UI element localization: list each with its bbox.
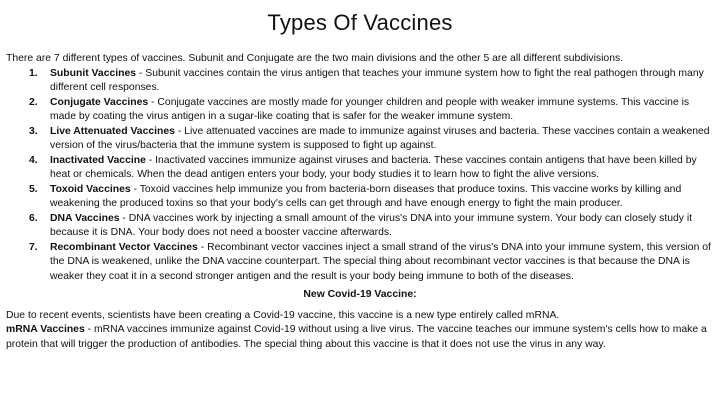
list-item — [6, 183, 714, 212]
page-title: Types Of Vaccines — [267, 10, 453, 35]
list-item-number: 7. — [29, 241, 38, 253]
list-item — [6, 67, 714, 96]
mrna-paragraph — [6, 323, 714, 352]
list-item-name: Live Attenuated Vaccines — [50, 125, 175, 137]
list-item-name: DNA Vaccines — [50, 212, 120, 224]
list-item-number: 3. — [29, 125, 38, 137]
list-item-number: 2. — [29, 96, 38, 108]
list-item-number: 6. — [29, 212, 38, 224]
list-item-text: - Toxoid vaccines help immunize you from bacteria-born diseases that produce toxins. This vaccine works by killing and weakening the produced toxins so that your body's cells can get through and have enough energy to fight the main producer. — [50, 183, 682, 209]
vaccine-types-list — [6, 67, 714, 285]
list-item-text: - Conjugate vaccines are mostly made for younger children and people with weaker immune systems. This vaccine is made by coating the virus antigen in a sugar-like coating that is safer for the weaker immune system. — [50, 96, 690, 122]
list-item-name: Subunit Vaccines — [50, 67, 137, 79]
list-item-text: - Subunit vaccines contain the virus antigen that teaches your immune system how to fight the real pathogen through many different cell responses. — [50, 67, 704, 93]
covid-intro-paragraph: Due to recent events, scientists have been creating a Covid-19 vaccine, this vaccine is a new type entirely called mRNA. — [6, 309, 560, 321]
list-item — [6, 154, 714, 183]
covid-section-heading: New Covid-19 Vaccine: — [303, 289, 417, 300]
list-item-text: - Inactivated vaccines immunize against viruses and bacteria. These vaccines contain antigens that have been killed by heat or chemicals. When the dead antigen enters your body, your body studies it to learn how to fight the alive versions. — [50, 154, 697, 180]
list-item-name: Recombinant Vector Vaccines — [50, 241, 198, 253]
list-item — [6, 212, 714, 241]
list-item-name: Toxoid Vaccines — [50, 183, 131, 195]
list-item — [6, 241, 714, 285]
list-item-text: - DNA vaccines work by injecting a small amount of the virus's DNA into your immune system. Your body can closely study it because it is DNA. Your body does not need a booster vaccine afterwards. — [50, 212, 693, 238]
list-item-number: 5. — [29, 183, 38, 195]
intro-paragraph: There are 7 different types of vaccines. Subunit and Conjugate are the two main divisions and the other 5 are all different subdivisions. — [6, 53, 624, 64]
list-item — [6, 96, 714, 125]
list-item-name: Inactivated Vaccine — [50, 154, 146, 166]
list-item-text: - Live attenuated vaccines are made to immunize against viruses and bacteria. These vaccines contain a weakened version of the virus/bacteria that the immune system is supposed to fight up against. — [50, 125, 710, 151]
mrna-name: mRNA Vaccines — [6, 324, 85, 335]
list-item-text: - Recombinant vector vaccines inject a small strand of the virus's DNA into your immune system, this version of the DNA is weakened, unlike the DNA vaccine counterpart. The special thing about recombinant vector vaccines is that because the DNA is weaker they coat it in a second stronger antigen and the result is your body being immune to both of the diseases. — [50, 241, 711, 282]
list-item-number: 1. — [29, 67, 38, 79]
list-item-name: Conjugate Vaccines — [50, 96, 149, 108]
list-item-number: 4. — [29, 154, 38, 166]
list-item — [6, 125, 714, 154]
mrna-text: - mRNA vaccines immunize against Covid-19 without using a live virus. The vaccine teaches our immune system's cells how to make a protein that will trigger the production of antibodies. The special thing about this vaccine is that it does not use the virus in any way. — [6, 324, 707, 350]
